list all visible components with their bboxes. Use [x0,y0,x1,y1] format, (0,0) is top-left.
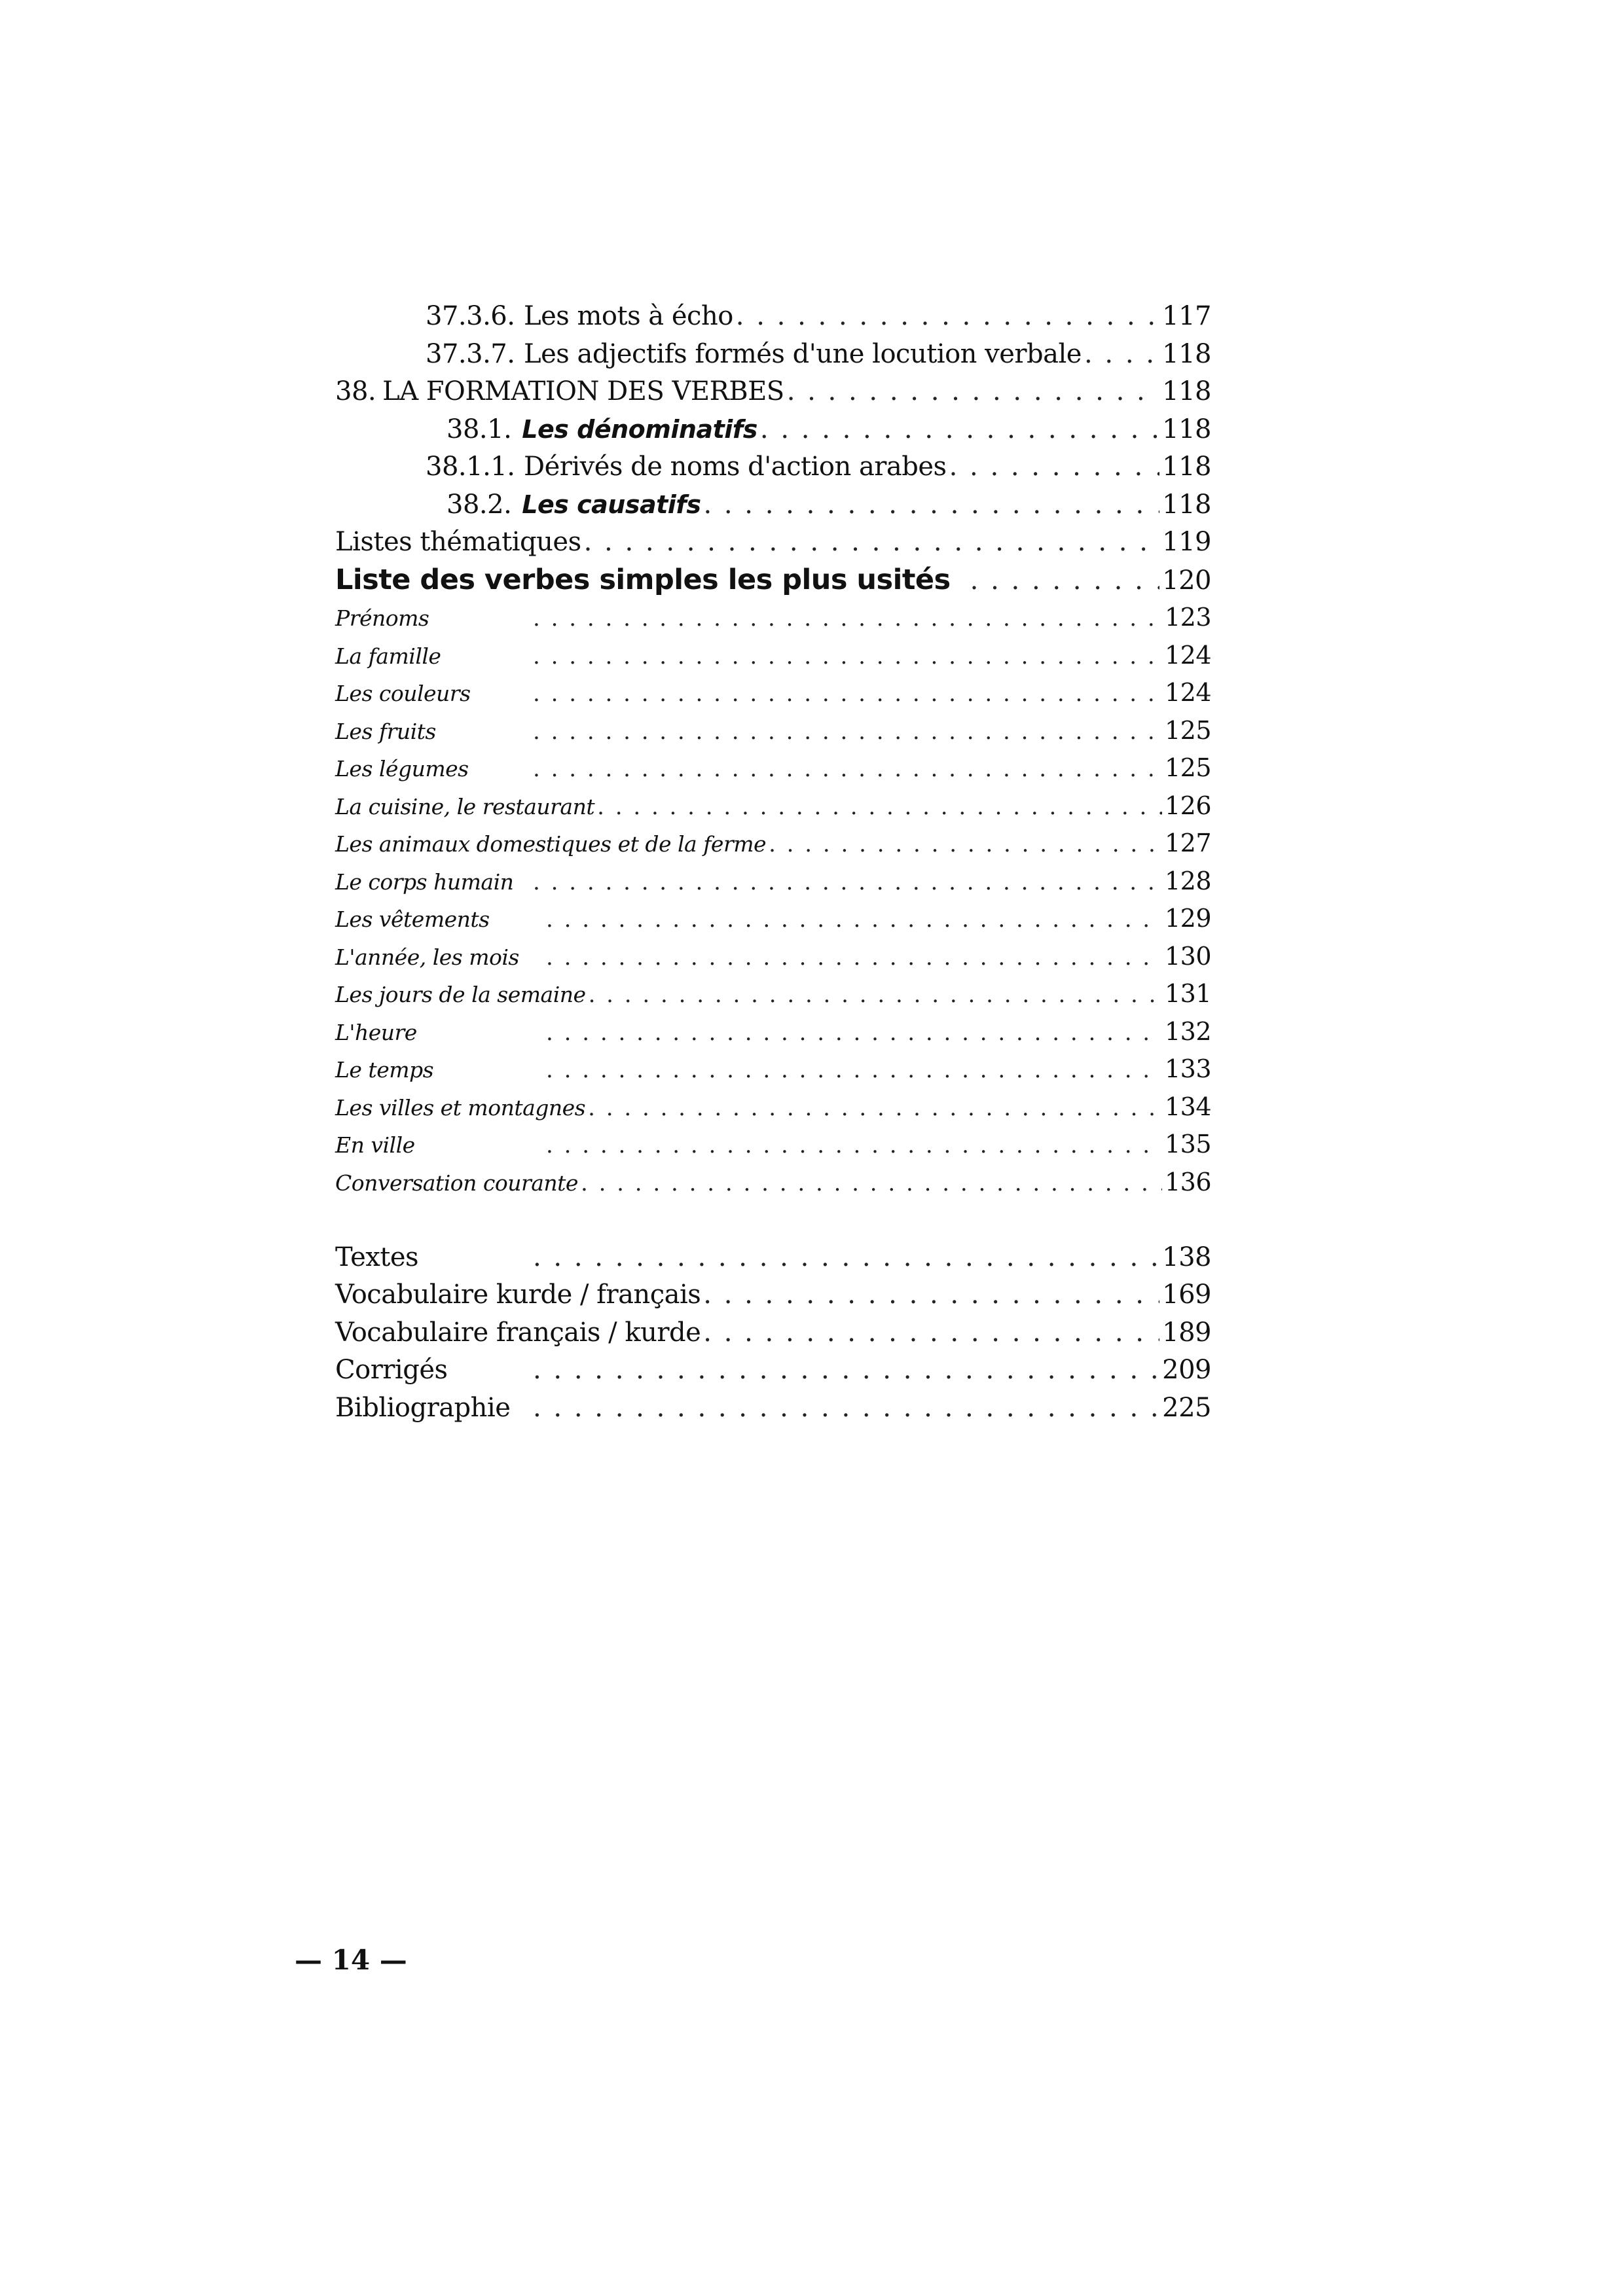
thematic-list [335,599,1211,1201]
entry-number: 38.1.1. [426,452,515,482]
entry-title: Dérivés de noms d'action arabes [524,452,947,482]
toc-entry[interactable] [335,1050,1211,1088]
entry-page: 127 [1164,829,1211,857]
entry-title: Les animaux domestiques et de la ferme [335,831,767,857]
dot-leader [769,826,1162,864]
entry-number: 37.3.6. [426,301,515,331]
entry-title: Les jours de la semaine [335,982,586,1007]
entry-title: Les mots à écho [524,301,733,331]
toc-entry[interactable] [335,599,1211,637]
toc-entry[interactable] [335,712,1211,750]
toc-entry[interactable] [335,1276,1211,1314]
entry-page: 119 [1162,527,1211,557]
dot-leader [533,1390,1159,1427]
entry-page: 123 [1164,603,1211,632]
entry-page: 118 [1162,338,1211,369]
dot-leader [760,411,1159,449]
toc-entry[interactable] [335,1314,1211,1352]
dot-leader [1084,336,1159,374]
entry-title: Le temps [335,1057,434,1083]
entry-number: 38.1. [447,414,512,444]
dot-leader [533,675,1162,713]
dot-leader [787,373,1159,411]
toc-entry[interactable] [335,637,1211,675]
toc-entry[interactable] [335,486,1211,524]
entry-page: 136 [1164,1167,1211,1196]
entry-page: 129 [1164,904,1211,933]
dot-leader [533,1352,1159,1390]
dot-leader [597,789,1162,827]
entry-page: 209 [1162,1355,1211,1385]
dot-leader [949,448,1160,486]
dot-leader [736,298,1159,336]
entry-page: 132 [1164,1016,1211,1046]
dot-leader [703,486,1159,524]
dot-leader [546,1014,1162,1052]
dot-leader [703,1314,1159,1352]
entry-title: Bibliographie [335,1392,511,1423]
toc-entry[interactable] [335,900,1211,938]
entry-page: 225 [1162,1392,1211,1423]
toc-entry[interactable] [335,938,1211,976]
entry-title: Liste des verbes simples les plus usités [335,563,951,596]
entry-page: 134 [1164,1092,1211,1121]
entry-title: Vocabulaire français / kurde [335,1317,701,1348]
section-spacer [335,1201,1211,1239]
entry-page: 131 [1164,979,1211,1008]
entry-number: 38. [335,376,376,406]
dot-leader [533,751,1162,789]
entry-title: L'heure [335,1019,417,1045]
dot-leader [703,1276,1159,1314]
toc-entry[interactable] [335,524,1211,562]
table-of-contents [335,298,1211,1427]
entry-title: En ville [335,1132,415,1158]
entry-title: L'année, les mois [335,944,519,970]
page-number: — 14 — [295,1944,407,1976]
entry-page: 120 [1162,565,1211,596]
entry-number: 38.2. [447,489,512,520]
entry-page: 133 [1164,1054,1211,1083]
dot-leader [546,939,1162,977]
toc-entry[interactable] [335,1088,1211,1126]
entry-title: Les dénominatifs [522,414,757,444]
entry-title: Les couleurs [335,681,471,706]
toc-entry[interactable] [335,298,1211,336]
entry-page: 124 [1164,640,1211,670]
entry-title: Listes thématiques [335,527,581,557]
toc-entry[interactable] [335,787,1211,825]
entry-page: 126 [1164,791,1211,820]
dot-leader [546,901,1162,939]
toc-entry[interactable] [335,674,1211,712]
entry-title: Le corps humain [335,869,514,895]
entry-page: 118 [1162,414,1211,444]
entry-page: 128 [1164,866,1211,895]
dot-leader [533,600,1162,638]
dot-leader [533,638,1162,676]
entry-title: Les fruits [335,718,436,744]
toc-entry[interactable] [335,448,1211,486]
entry-title: Conversation courante [335,1170,578,1196]
dot-leader [588,1090,1162,1128]
entry-title: LA FORMATION DES VERBES [382,376,784,406]
toc-entry[interactable] [335,1390,1211,1427]
entry-page: 169 [1162,1280,1211,1310]
toc-entry[interactable] [335,863,1211,901]
entry-title: Textes [335,1242,419,1272]
end-matter-list [335,1239,1211,1427]
toc-entry[interactable] [335,975,1211,1013]
entry-title: Les villes et montagnes [335,1094,586,1121]
toc-entry[interactable] [335,336,1211,374]
entry-title: Vocabulaire kurde / français [335,1280,701,1310]
entry-page: 118 [1162,452,1211,482]
toc-entry[interactable] [335,1013,1211,1051]
entry-title: Prénoms [335,605,429,631]
dot-leader [533,864,1162,902]
entry-title: Les légumes [335,756,469,781]
toc-entry[interactable] [335,411,1211,449]
toc-entry[interactable] [335,1164,1211,1202]
toc-entry[interactable] [335,1352,1211,1390]
entry-title: Les vêtements [335,906,490,932]
toc-entry[interactable] [335,749,1211,787]
entry-page: 125 [1164,753,1211,782]
dot-leader [533,713,1162,751]
toc-entry[interactable] [335,825,1211,863]
entry-page: 189 [1162,1317,1211,1348]
entry-page: 125 [1164,715,1211,745]
entry-title: Les adjectifs formés d'une locution verbale [524,338,1082,369]
dot-leader [546,1127,1162,1165]
toc-entry[interactable] [335,1126,1211,1164]
entry-page: 124 [1164,678,1211,707]
toc-entry[interactable] [335,562,1211,600]
dot-leader [533,1239,1159,1277]
entry-page: 130 [1164,941,1211,971]
toc-entry[interactable] [335,1239,1211,1277]
entry-title: La famille [335,643,441,669]
dot-leader [589,977,1162,1014]
entry-title: Corrigés [335,1355,448,1385]
entry-number: 37.3.7. [426,338,515,369]
entry-page: 118 [1162,489,1211,520]
entry-page: 117 [1162,301,1211,331]
toc-entry[interactable] [335,373,1211,411]
dot-leader [546,1052,1162,1090]
dot-leader [581,1165,1162,1203]
entry-page: 135 [1164,1130,1211,1158]
entry-title: La cuisine, le restaurant [335,793,595,819]
entry-title: Les causatifs [522,490,701,519]
dot-leader [584,524,1160,562]
dot-leader [970,562,1159,600]
entry-page: 138 [1162,1242,1211,1272]
entry-page: 118 [1162,376,1211,406]
